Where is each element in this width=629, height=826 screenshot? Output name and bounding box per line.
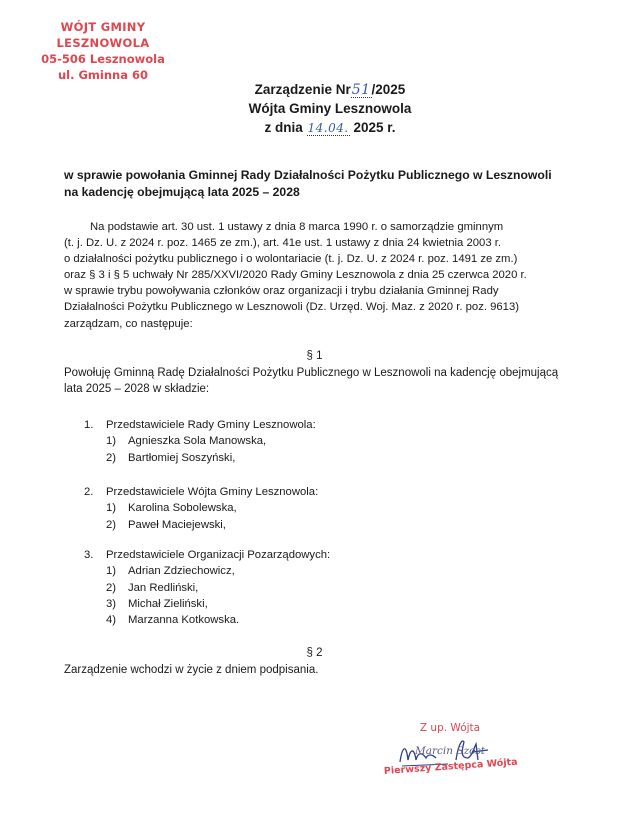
- document-heading: [200, 80, 460, 137]
- list-item: [106, 450, 484, 466]
- member-number: 2): [106, 581, 117, 594]
- member-number: 1): [106, 435, 117, 448]
- member-number: 2): [106, 518, 117, 531]
- section-2-heading: § 2: [306, 647, 323, 659]
- member-number: 3): [106, 597, 117, 610]
- member-list: [106, 500, 484, 533]
- section-1-intro-line-2: lata 2025 – 2028 w składzie:: [64, 383, 210, 395]
- section-1-intro: [64, 365, 604, 397]
- section-2-text: Zarządzenie wchodzi w życie z dniem podpisania.: [64, 664, 319, 676]
- preamble-line: oraz § 3 i § 5 uchwały Nr 285/XXVI/2020 Rady Gminy Lesznowola z dnia 25 czerwca 2020 r.: [64, 269, 527, 282]
- member-list: [106, 563, 484, 628]
- section-1-intro-line-1: Powołuję Gminną Radę Działalności Pożytku Publicznego w Lesznowoli na kadencję obejmującą: [64, 367, 559, 379]
- member-number: 1): [106, 502, 117, 515]
- member-name: Adrian Zdziechowicz,: [128, 565, 235, 578]
- list-item: [106, 517, 484, 533]
- date-prefix: z dnia: [264, 120, 303, 135]
- preamble-line: Działalności Pożytku Publicznego w Lesznowoli (Dz. Urzęd. Woj. Maz. z 2020 r. poz. 9613): [64, 301, 520, 314]
- group-number: 2.: [84, 486, 94, 498]
- member-group-council: [84, 417, 484, 466]
- member-name: Agnieszka Sola Manowska,: [128, 435, 267, 448]
- member-name: Karolina Sobolewska,: [128, 502, 237, 515]
- member-name: Bartłomiej Soszyński,: [128, 451, 236, 464]
- ordinance-authority: Wójta Gminy Lesznowola: [248, 101, 412, 116]
- member-number: 1): [106, 565, 117, 578]
- date-suffix: 2025 r.: [353, 120, 396, 135]
- authorization-stamp: Z up. Wójta: [419, 722, 481, 734]
- legal-basis-paragraph: [64, 219, 584, 332]
- preamble-line: (t. j. Dz. U. z 2024 r. poz. 1465 ze zm.), art. 41e ust. 1 ustawy z dnia 24 kwietnia 2003 r.: [64, 237, 502, 250]
- ordinance-title-prefix: Zarządzenie Nr: [254, 82, 351, 97]
- office-stamp: [18, 19, 188, 83]
- list-item: [106, 433, 484, 449]
- stamp-line-3: ul. Gminna 60: [57, 68, 148, 82]
- stamp-line-1: WÓJT GMINY LESZNOWOLA: [56, 20, 150, 50]
- ordinance-title-suffix: /2025: [371, 82, 406, 97]
- ordinance-date-line: [200, 118, 460, 137]
- ordinance-subject: [64, 167, 584, 201]
- subject-line-1: w sprawie powołania Gminnej Rady Działalności Pożytku Publicznego w Lesznowoli: [64, 168, 552, 182]
- section-1-heading: § 1: [306, 350, 323, 362]
- preamble-line: o działalności pożytku publicznego i o wolontariacie (t. j. Dz. U. z 2024 r. poz. 1491 ze zm.): [64, 253, 518, 266]
- member-name: Michał Zieliński,: [128, 597, 208, 610]
- member-group-mayor: [84, 484, 484, 533]
- member-name: Jan Redliński,: [128, 581, 199, 594]
- handwritten-date: 14.04.: [307, 121, 349, 135]
- list-item: [106, 596, 484, 612]
- member-group-ngo: [84, 547, 484, 628]
- subject-line-2: na kadencję obejmującą lata 2025 – 2028: [64, 185, 300, 199]
- preamble-line: w sprawie trybu powoływania członków oraz organizacji i trybu działania Gminnej Rady: [64, 285, 499, 298]
- preamble-line: Na podstawie art. 30 ust. 1 ustawy z dnia 8 marca 1990 r. o samorządzie gminnym: [90, 221, 504, 233]
- member-number: 2): [106, 451, 117, 464]
- preamble-line: zarządzam, co następuje:: [64, 317, 193, 330]
- group-title: Przedstawiciele Rady Gminy Lesznowola:: [106, 419, 316, 431]
- group-number: 3.: [84, 549, 94, 561]
- member-list: [106, 433, 484, 466]
- list-item: [106, 612, 484, 628]
- member-number: 4): [106, 614, 117, 627]
- group-number: 1.: [84, 419, 94, 431]
- member-name: Paweł Maciejewski,: [128, 518, 226, 531]
- list-item: [106, 500, 484, 516]
- member-name: Marzanna Kotkowska.: [128, 614, 240, 627]
- group-title: Przedstawiciele Organizacji Pozarządowych:: [106, 549, 331, 561]
- signatory-role: Pierwszy Zastępca Wójta: [383, 756, 518, 777]
- signature-block: [380, 722, 520, 777]
- list-item: [106, 580, 484, 596]
- handwritten-number: 51: [351, 82, 371, 98]
- list-item: [106, 563, 484, 579]
- signatory-name: Marcin Szost: [415, 745, 486, 757]
- stamp-line-2: 05-506 Lesznowola: [41, 52, 165, 66]
- ordinance-number-line: [200, 80, 460, 99]
- group-title: Przedstawiciele Wójta Gminy Lesznowola:: [106, 486, 319, 498]
